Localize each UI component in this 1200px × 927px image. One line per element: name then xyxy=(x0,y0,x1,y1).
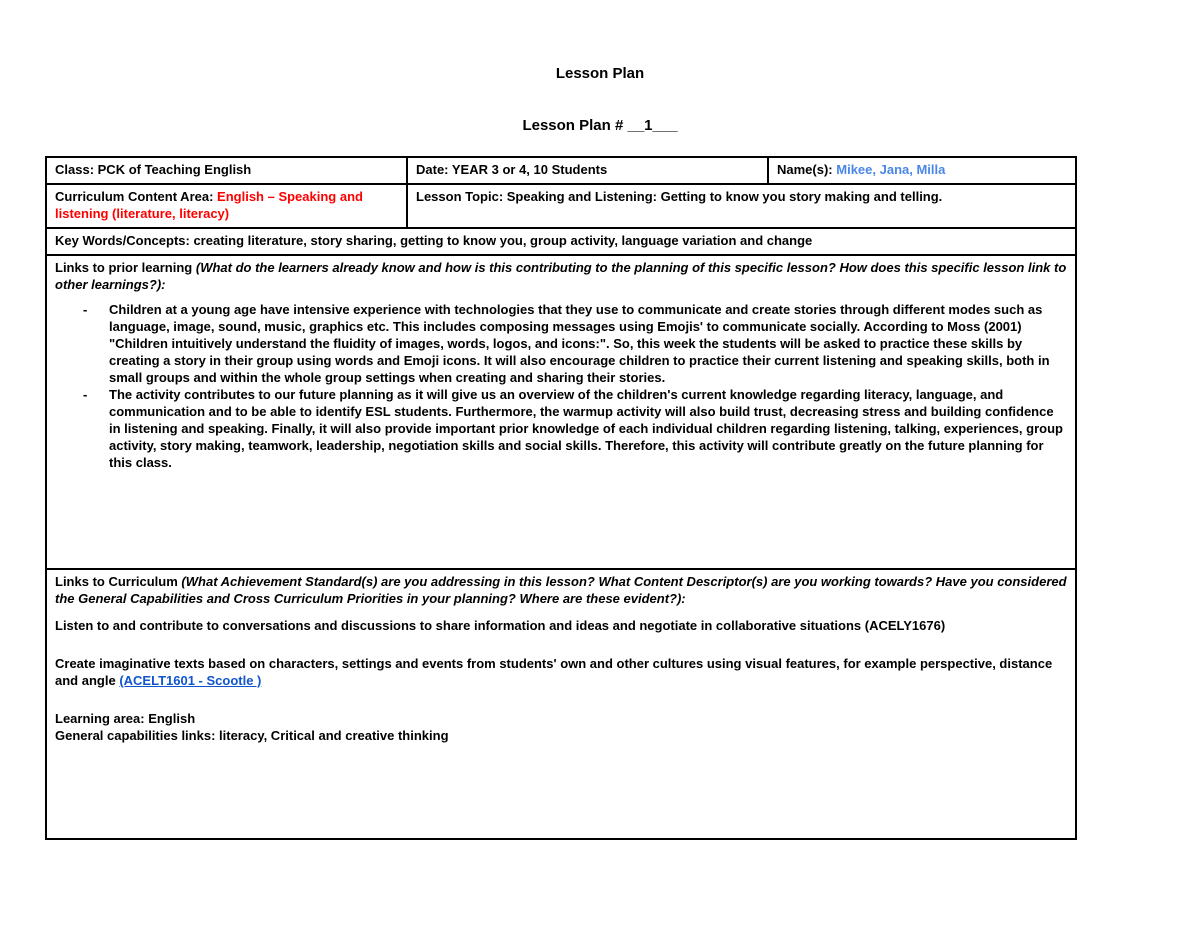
table-row xyxy=(46,228,1076,255)
table-row xyxy=(46,157,1076,184)
list-item: - The activity contributes to our future planning as it will give us an overview of the children's current knowledge regarding literacy, language, and communication and to be able to identify ESL students. Furthermore, the warmup activity will also build trust, decreasing stress and building confidence in listening and speaking. Finally, it will also provide important prior knowledge of each individual children regarding listening, talking, experiences, group activity, story making, teamwork, leadership, negotiation skills and social skills. Therefore, this activity will contribute greatly on the future planning for this class. xyxy=(109,386,1067,471)
curriculum-intro xyxy=(55,573,1067,607)
prior-learning-heading: Links to prior learning xyxy=(55,260,193,275)
lesson-topic-cell: Lesson Topic: Speaking and Listening: Getting to know you story making and telling. xyxy=(407,184,1076,228)
class-cell: Class: PCK of Teaching English xyxy=(46,157,407,184)
content-area-cell xyxy=(46,184,407,228)
lesson-plan-table xyxy=(45,156,1077,840)
lesson-plan-number: Lesson Plan # __1___ xyxy=(522,117,678,134)
date-cell: Date: YEAR 3 or 4, 10 Students xyxy=(407,157,768,184)
standard-2 xyxy=(55,655,1067,689)
names-cell xyxy=(768,157,1076,184)
names-label: Name(s): xyxy=(777,162,833,177)
prior-learning-question: (What do the learners already know and how is this contributing to the planning of this specific lesson? How does this specific lesson link to other learnings?): xyxy=(55,260,1067,292)
scootle-link[interactable]: (ACELT1601 - Scootle ) xyxy=(119,673,262,688)
content-area-label: Curriculum Content Area: xyxy=(55,189,214,204)
names-value: Mikee, Jana, Milla xyxy=(836,162,946,177)
content-area-value: English – Speaking and listening (literature, literacy) xyxy=(55,189,363,221)
list-item: - Children at a young age have intensive experience with technologies that they use to communicate and create stories through different modes such as language, image, sound, music, graphics etc. This includes composing messages using Emojis' to communicate socially. According to Moss (2001) "Children intuitively understand the fluidity of images, words, logos, and icons:". So, this week the students will be asked to practice these skills by creating a story in their group using words and Emoji icons. It will also encourage children to practice their current listening and speaking skills, both in small groups and within the whole group settings when creating and sharing their stories. xyxy=(109,301,1067,386)
keywords-cell: Key Words/Concepts: creating literature, story sharing, getting to know you, group activity, language variation and change xyxy=(46,228,1076,255)
table-row xyxy=(46,184,1076,228)
learning-area: Learning area: English xyxy=(55,711,196,726)
table-row xyxy=(46,569,1076,839)
standard-2-text: Create imaginative texts based on characters, settings and events from students' own and other cultures using visual features, for example perspective, distance and angle xyxy=(55,656,1053,688)
prior-learning-list xyxy=(55,301,1067,471)
curriculum-question: (What Achievement Standard(s) are you addressing in this lesson? What Content Descriptor(s) are you working towards? Have you considered the General Capabilities and Cross Curriculum Priorities in your planning? Where are these evident?): xyxy=(55,574,1067,606)
table-row xyxy=(46,255,1076,569)
prior-learning-intro xyxy=(55,259,1067,293)
prior-learning-cell xyxy=(46,255,1076,569)
general-capabilities: General capabilities links: literacy, Critical and creative thinking xyxy=(55,728,449,743)
curriculum-heading: Links to Curriculum xyxy=(55,574,178,589)
standard-1: Listen to and contribute to conversations and discussions to share information and ideas and negotiate in collaborative situations (ACELY1676) xyxy=(55,618,946,633)
document-title: Lesson Plan xyxy=(555,65,645,82)
curriculum-cell xyxy=(46,569,1076,839)
